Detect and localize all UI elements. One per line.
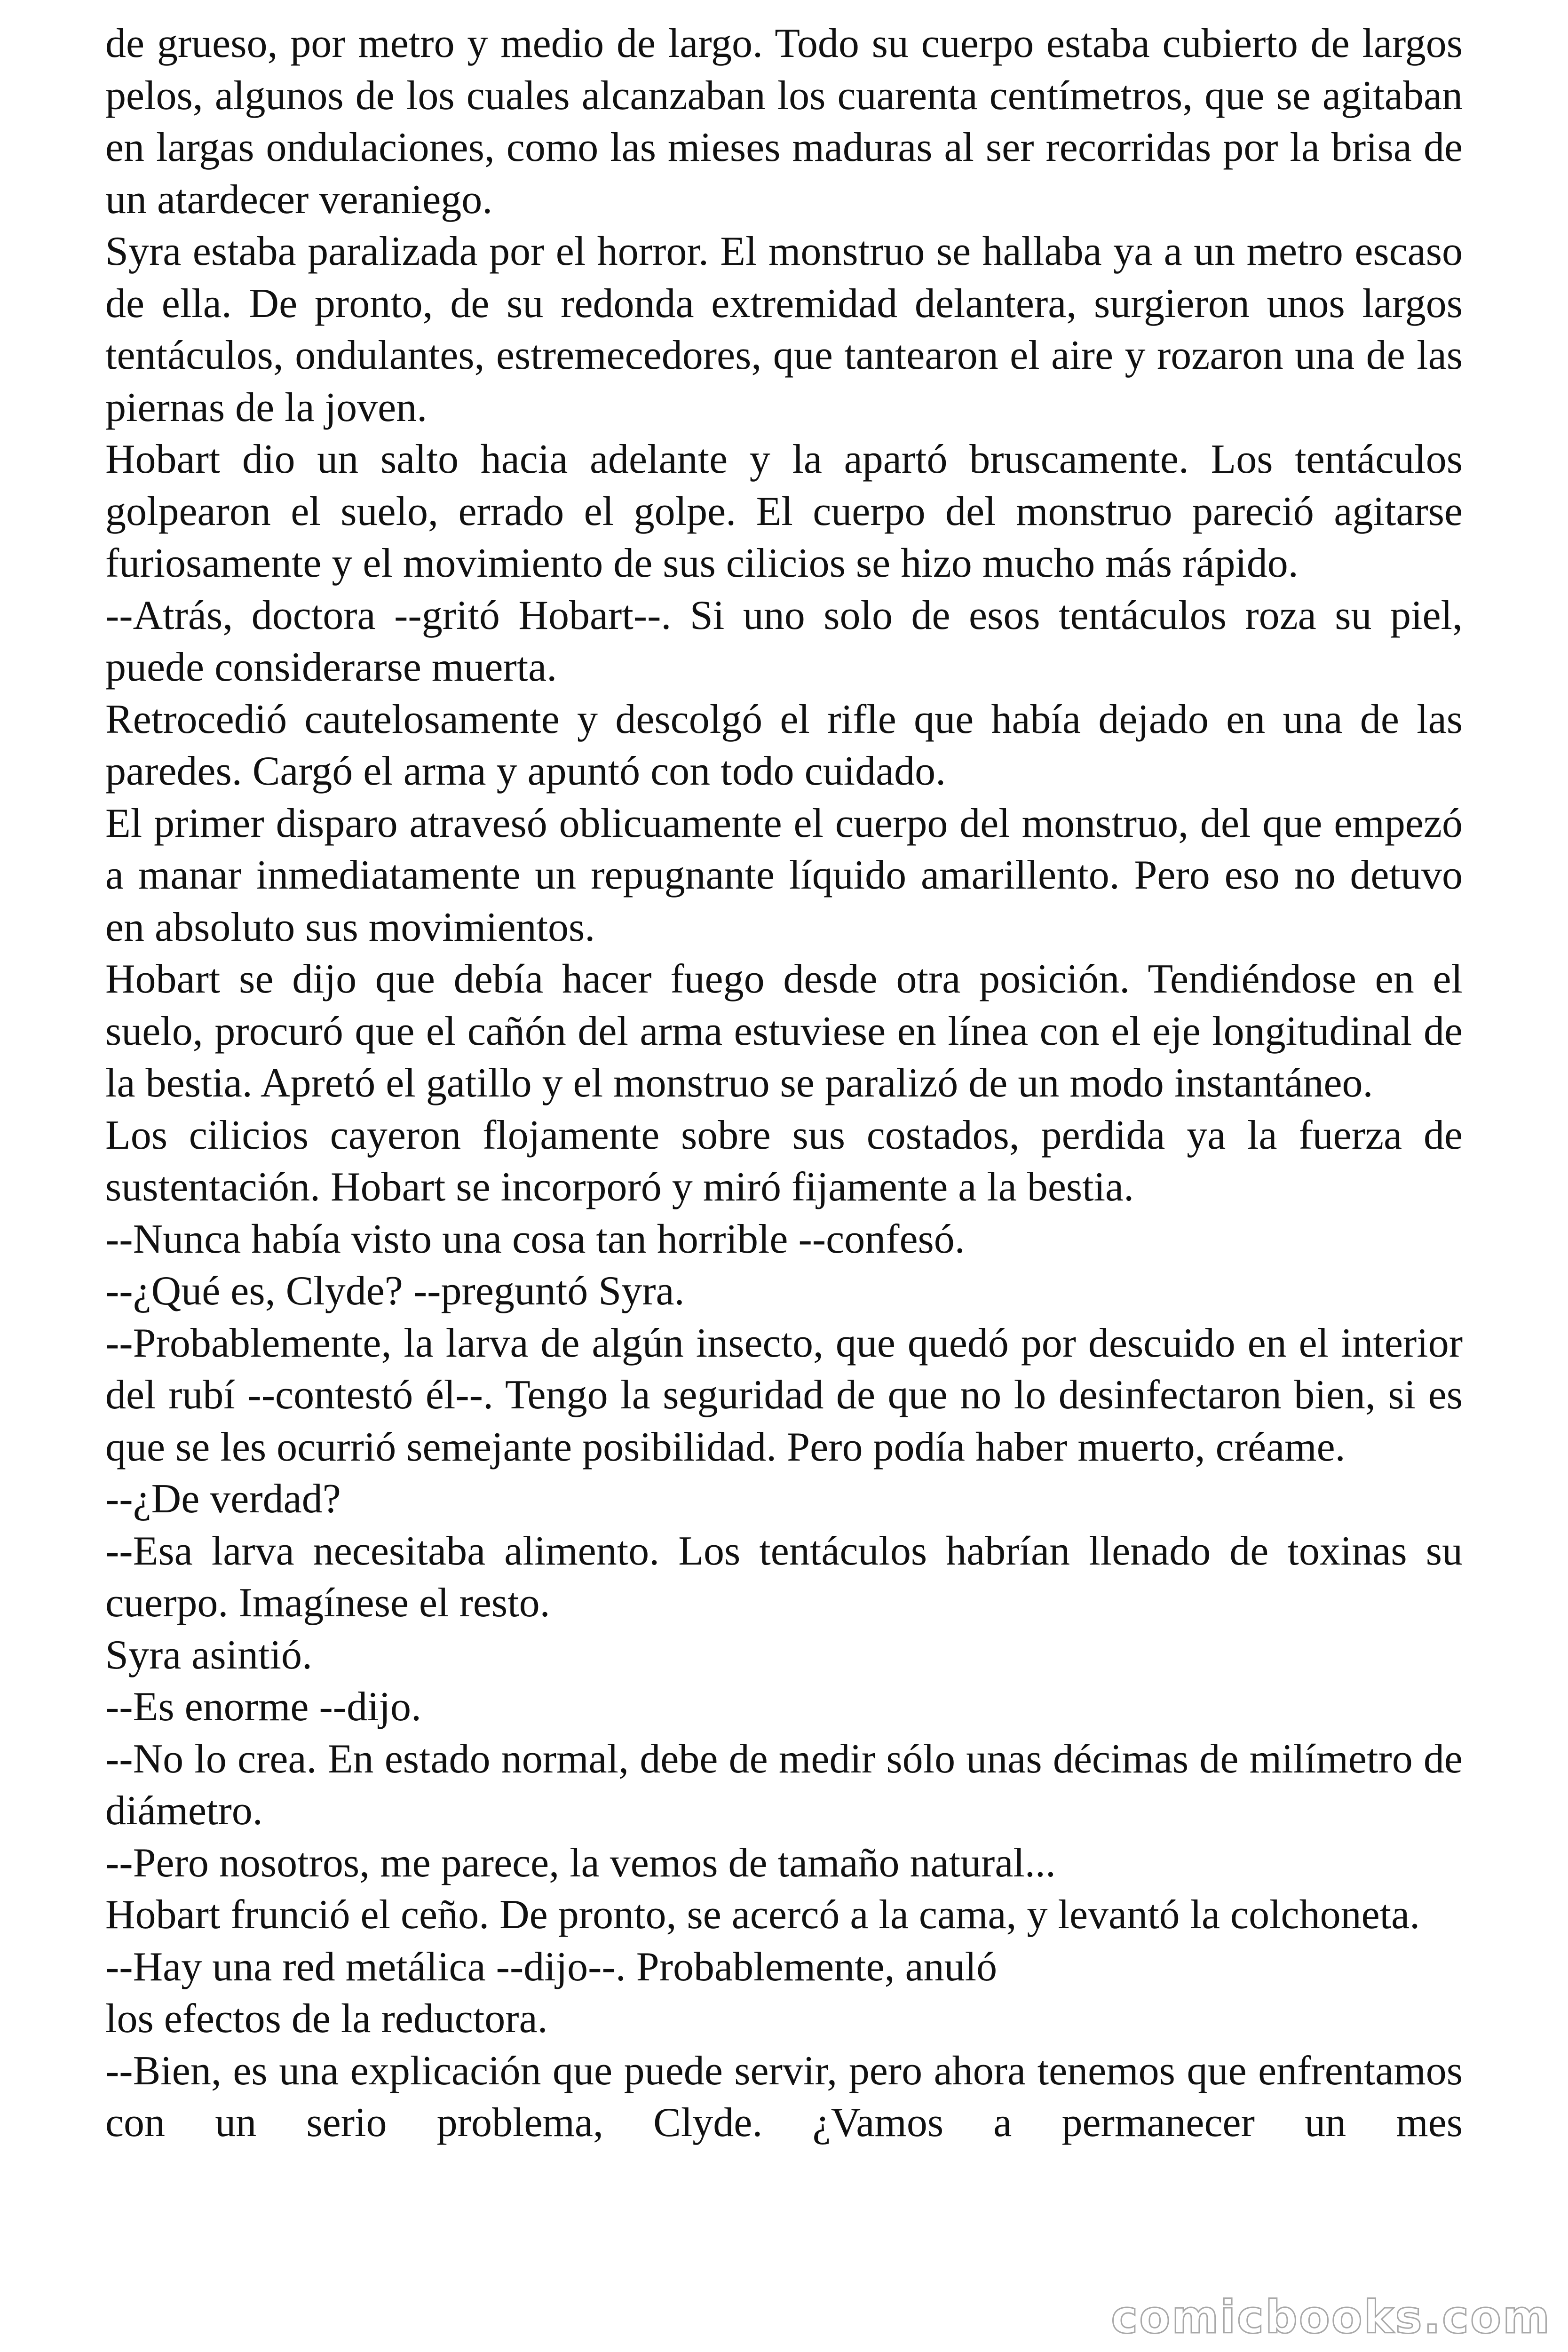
paragraph: Retrocedió cautelosamente y descolgó el rifle que había dejado en una de las paredes. Cargó el arma y apuntó con todo cuidado. — [105, 696, 1463, 794]
paragraph: Syra asintió. — [105, 1632, 312, 1678]
paragraph: --Hay una red metálica --dijo--. Probablemente, anuló — [105, 1944, 998, 1990]
paragraph: --Pero nosotros, me parece, la vemos de tamaño natural... — [105, 1840, 1056, 1886]
paragraph: Los cilicios cayeron flojamente sobre sus costados, perdida ya la fuerza de sustentación. Hobart se incorporó y miró fijamente a la bestia. — [105, 1112, 1463, 1210]
paragraph: --Atrás, doctora --gritó Hobart--. Si uno solo de esos tentáculos roza su piel, puede considerarse muerta. — [105, 592, 1463, 690]
paragraph: los efectos de la reductora. — [105, 1996, 548, 2042]
paragraph: de grueso, por metro y medio de largo. Todo su cuerpo estaba cubierto de largos pelos, algunos de los cuales alcanzaban los cuarenta centímetros, que se agitaban en largas ondulaciones, como las mieses maduras al ser recorridas por la brisa de un atardecer veraniego. — [105, 21, 1463, 222]
page-text-body — [105, 18, 1463, 2149]
paragraph: --Nunca había visto una cosa tan horrible --confesó. — [105, 1216, 965, 1262]
paragraph: --Es enorme --dijo. — [105, 1684, 421, 1730]
paragraph-continues: --Bien, es una explicación que puede servir, pero ahora tenemos que enfrentamos con un serio problema, Clyde. ¿Vamos a permanecer un mes — [105, 2048, 1463, 2145]
paragraph: Hobart se dijo que debía hacer fuego desde otra posición. Tendiéndose en el suelo, procuró que el cañón del arma estuviese en línea con el eje longitudinal de la bestia. Apretó el gatillo y el monstruo se paralizó de un modo instantáneo. — [105, 956, 1463, 1106]
paragraph: Hobart dio un salto hacia adelante y la apartó bruscamente. Los tentáculos golpearon el suelo, errado el golpe. El cuerpo del monstruo pareció agitarse furiosamente y el movimiento de sus cilicios se hizo mucho más rápido. — [105, 437, 1463, 586]
paragraph: --Esa larva necesitaba alimento. Los tentáculos habrían llenado de toxinas su cuerpo. Imagínese el resto. — [105, 1528, 1463, 1626]
paragraph: --¿De verdad? — [105, 1476, 341, 1522]
paragraph: --Probablemente, la larva de algún insecto, que quedó por descuido en el interior del rubí --contestó él--. Tengo la seguridad de que no lo desinfectaron bien, si es que se les ocurrió semejante posibilidad. Pero podía haber muerto, créame. — [105, 1320, 1463, 1470]
paragraph: --No lo crea. En estado normal, debe de medir sólo unas décimas de milímetro de diámetro. — [105, 1736, 1463, 1834]
paragraph: El primer disparo atravesó oblicuamente el cuerpo del monstruo, del que empezó a manar inmediatamente un repugnante líquido amarillento. Pero eso no detuvo en absoluto sus movimientos. — [105, 800, 1463, 950]
paragraph: --¿Qué es, Clyde? --preguntó Syra. — [105, 1268, 685, 1314]
paragraph: Hobart frunció el ceño. De pronto, se acercó a la cama, y levantó la colchoneta. — [105, 1892, 1420, 1938]
site-watermark: comicbooks.com — [1111, 2291, 1551, 2344]
paragraph: Syra estaba paralizada por el horror. El monstruo se hallaba ya a un metro escaso de ella. De pronto, de su redonda extremidad delantera, surgieron unos largos tentáculos, ondulantes, estremecedores, que tantearon el aire y rozaron una de las piernas de la joven. — [105, 229, 1463, 430]
